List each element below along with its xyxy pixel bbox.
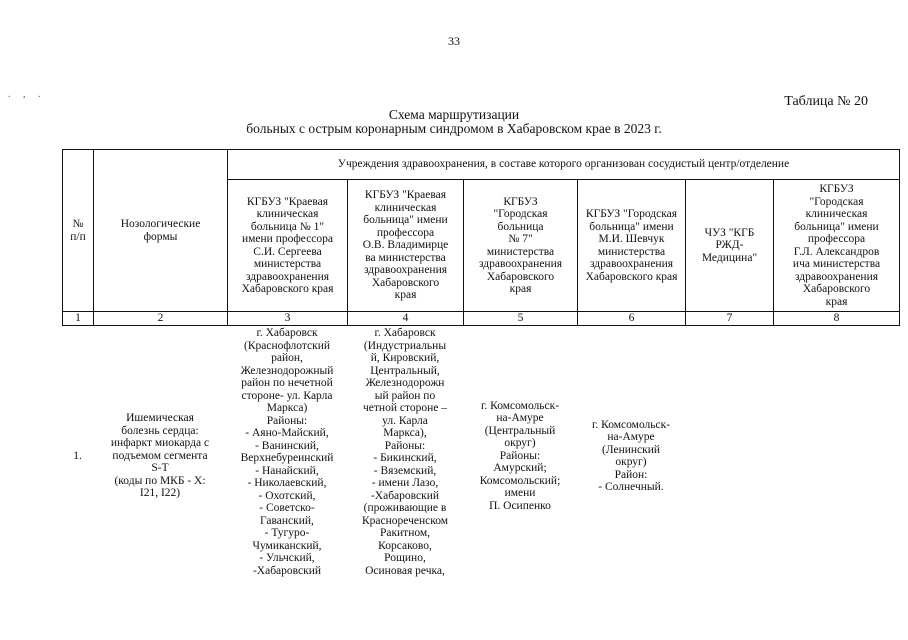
cell-line: - Бикинский, [373, 452, 437, 464]
cell-line: Верхнебуреинский [240, 452, 334, 464]
cell-line: № [72, 218, 84, 230]
cell-line: края [394, 289, 417, 302]
row-number: 1. [73, 449, 82, 462]
cell-line: болезнь сердца: [121, 424, 199, 437]
cell-line: - Советско- [259, 502, 315, 514]
cell-line: й, Кировский, [370, 352, 440, 364]
cell-line: профессора [807, 233, 866, 245]
cell-line: имени профессора [241, 233, 334, 245]
cell-line: КГБУЗ "Городская [585, 208, 678, 220]
cell-line: Район: [614, 468, 648, 481]
cell-line: Хабаровского [802, 283, 871, 295]
cell-line: (Индустриальны [363, 339, 447, 352]
cell-line: № 7" [508, 233, 533, 245]
cell-line: О.В. Владимирце [362, 239, 449, 252]
cell-line: министерства [253, 258, 322, 270]
cell-line: больница [497, 220, 544, 233]
cell-line: здравоохранения [589, 258, 674, 270]
cell-line: Железнодорожн [365, 377, 445, 389]
cell-line: Рощино, [384, 552, 426, 564]
cell-line: "Городская [809, 195, 864, 208]
cell-line: (Краснофлотский [243, 339, 331, 352]
header-institution-4 [348, 180, 464, 312]
cell-line: С.И. Сергеева [253, 245, 322, 258]
cell-line: больница" имени [363, 214, 448, 227]
cell-line: КГБУЗ "Краевая [246, 195, 329, 208]
cell-line: (Ленинский [601, 443, 661, 456]
cell-line: Комсомольский; [479, 474, 561, 487]
cell-line: Хабаровского края [241, 283, 334, 295]
cell-line: клиническая [374, 201, 437, 214]
cell-line: здравоохранения [245, 270, 330, 283]
cell-line: Районы: [384, 439, 426, 452]
table-row [62, 327, 899, 585]
cell-line: - Тугуро- [264, 527, 310, 539]
cell-line: ый район по [374, 389, 436, 402]
cell-line: I21, I22) [139, 487, 181, 500]
cell-line: больница" имени [589, 220, 674, 233]
cell-line: Г.Л. Александров [793, 245, 880, 258]
column-number-6: 6 [578, 312, 686, 326]
column-number-4: 4 [348, 312, 464, 326]
cell-line: - Николаевский, [247, 477, 327, 489]
cell-line: г. Хабаровск [256, 327, 318, 339]
cell-line: (Центральный [484, 424, 556, 437]
cell-line: КГБУЗ [819, 183, 854, 195]
cell-line: края [825, 295, 848, 308]
cell-line: РЖД- [715, 239, 744, 252]
routing-table-header [62, 149, 900, 326]
cell-line: Хабаровского [486, 270, 555, 283]
row-nosology [93, 327, 227, 585]
cell-line: подъемом сегмента [112, 449, 208, 462]
row-col6-districts [577, 327, 685, 585]
row-col3-districts [227, 327, 347, 585]
column-number-3: 3 [228, 312, 348, 326]
cell-line: имени [504, 487, 536, 500]
header-institutions-group: Учреждения здравоохранения, в составе которого организован сосудистый центр/отделение [228, 150, 900, 180]
cell-line: Корсаково, [378, 539, 432, 552]
cell-line: Чумиканский, [252, 539, 322, 552]
column-number-8: 8 [774, 312, 900, 326]
cell-line: ЧУЗ "КГБ [704, 226, 755, 239]
cell-line: Осиновая речка, [365, 564, 445, 577]
cell-line: район, [271, 352, 303, 364]
cell-line: - Ванинский, [255, 439, 319, 452]
cell-line: здравоохранения [794, 270, 879, 283]
cell-line: Хабаровского [371, 276, 440, 289]
header-institution-6 [578, 180, 686, 312]
scan-specks: . , . [8, 89, 46, 100]
cell-line: здравоохранения [363, 264, 448, 277]
column-number-1: 1 [63, 312, 94, 326]
title-line-1: Схема маршрутизации [388, 107, 520, 122]
cell-line: клиническая [805, 208, 868, 220]
cell-line: (коды по МКБ - Х: [114, 474, 206, 487]
cell-line: четной стороне – [363, 402, 447, 414]
cell-line: КГБУЗ [503, 195, 538, 208]
cell-line: г. Комсомольск- [591, 418, 671, 431]
cell-line: Нозологические [120, 218, 201, 230]
cell-line: на-Амуре [496, 412, 544, 425]
cell-line: -Хабаровский [252, 564, 322, 577]
cell-line: -Хабаровский [370, 489, 440, 502]
cell-line: г. Комсомольск- [480, 399, 560, 412]
cell-line: - Охотский, [258, 489, 316, 502]
column-number-5: 5 [464, 312, 578, 326]
cell-line: "Городская [493, 208, 548, 220]
table-number: Таблица № 20 [784, 94, 868, 109]
cell-line: ул. Карла [382, 414, 428, 427]
header-institution-3 [228, 180, 348, 312]
cell-line: профессора [376, 226, 435, 239]
cell-line: больница № 1" [250, 220, 325, 233]
cell-line: округ) [504, 437, 536, 450]
row-col5-districts [463, 327, 577, 585]
header-institution-7 [686, 180, 774, 312]
cell-line: министерства [486, 245, 555, 258]
cell-line: Хабаровского края [585, 270, 678, 283]
routing-table-body [62, 327, 899, 585]
column-number-7: 7 [686, 312, 774, 326]
header-institution-8 [774, 180, 900, 312]
cell-line: здравоохранения [478, 258, 563, 270]
cell-line: КГБУЗ "Краевая [364, 189, 447, 202]
cell-line: М.И. Шевчук [598, 233, 665, 245]
cell-line: Амурский; [493, 462, 547, 475]
cell-line: Центральный, [370, 364, 440, 377]
cell-line: Маркса), [383, 427, 427, 439]
cell-line: п/п [70, 230, 86, 243]
cell-line: министерства [597, 245, 666, 258]
header-nosology [94, 150, 228, 312]
cell-line: (проживающие в [363, 502, 447, 514]
document-title [0, 108, 908, 136]
cell-line: больница" имени [794, 220, 879, 233]
cell-line: - Нанайский, [255, 464, 319, 477]
cell-line: Краснореченском [361, 514, 449, 527]
cell-line: - Ульчский, [259, 552, 315, 564]
cell-line: ича министерства [792, 258, 881, 270]
cell-line: края [509, 283, 532, 295]
cell-line: - имени Лазо, [371, 477, 439, 489]
cell-line: Железнодорожный [240, 364, 334, 377]
cell-line: - Аяно-Майский, [245, 427, 329, 439]
cell-line: Районы: [499, 449, 541, 462]
cell-line: инфаркт миокарда с [110, 437, 210, 450]
cell-line: S-T [151, 462, 169, 475]
title-line-2: больных с острым коронарным синдромом в Хабаровском крае в 2023 г. [246, 121, 662, 136]
cell-line: Медицина" [701, 251, 758, 264]
header-institution-5 [464, 180, 578, 312]
cell-line: Ишемическая [126, 412, 194, 425]
cell-line: Маркса) [266, 402, 308, 414]
column-number-2: 2 [94, 312, 228, 326]
page-number: 33 [448, 34, 460, 48]
cell-line: округ) [615, 456, 647, 468]
cell-line: район по нечетной [241, 377, 333, 389]
cell-line: клиническая [256, 208, 319, 220]
cell-line: ва министерства [365, 251, 446, 264]
cell-line: формы [143, 230, 178, 243]
header-number [63, 150, 94, 312]
cell-line: г. Хабаровск [374, 327, 436, 339]
cell-line: П. Осипенко [489, 499, 551, 512]
cell-line: Гаванский, [260, 514, 314, 527]
cell-line: - Вяземский, [373, 464, 437, 477]
row-col8-districts [773, 327, 899, 585]
cell-line: - Солнечный. [598, 481, 664, 493]
cell-line: Районы: [266, 414, 308, 427]
row-col4-districts [347, 327, 463, 585]
cell-line: Ракитном, [379, 527, 431, 539]
cell-line: на-Амуре [607, 431, 655, 443]
cell-line: стороне- ул. Карла [241, 389, 333, 402]
row-col7-districts [685, 327, 773, 585]
